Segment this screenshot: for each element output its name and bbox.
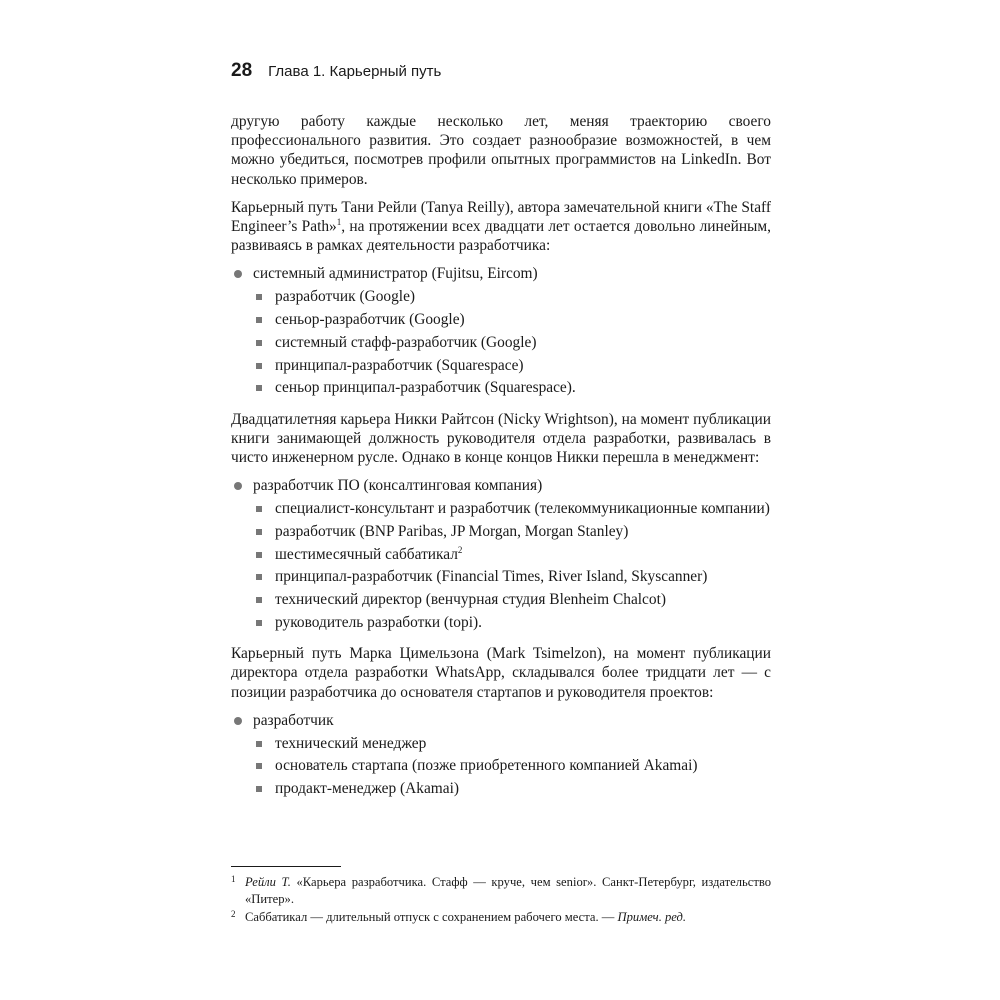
list-item-text: системный стафф-разработчик (Google) xyxy=(275,333,537,351)
list-item xyxy=(231,310,771,329)
list-item xyxy=(231,499,771,518)
footnote-text: Саббатикал — длительный отпуск с сохранением рабочего места. — xyxy=(245,910,618,925)
footnote-ref-2: 2 xyxy=(457,544,463,555)
bullet-square-icon xyxy=(256,294,262,300)
bullet-square-icon xyxy=(256,574,262,580)
list-item xyxy=(231,590,771,609)
list-item xyxy=(231,356,771,375)
bullet-square-icon xyxy=(256,552,262,558)
footnote-ref-1: 1 xyxy=(336,216,342,227)
footnote-number: 1 xyxy=(231,874,236,884)
list-item-text: принципал-разработчик (Squarespace) xyxy=(275,356,524,374)
list-item-text: разработчик (BNP Paribas, JP Morgan, Morgan Stanley) xyxy=(275,522,629,540)
list-item xyxy=(231,756,771,775)
paragraph-reilly-text: Карьерный путь Тани Рейли (Tanya Reilly), автора замечательной книги «The Staff Engineer’s Path» xyxy=(231,198,771,236)
footnote-1 xyxy=(231,874,771,907)
list-item xyxy=(231,779,771,798)
list-item-text: разработчик ПО (консалтинговая компания) xyxy=(253,477,543,495)
list-item-text: сеньор принципал-разработчик (Squarespace). xyxy=(275,379,576,397)
footnote-author: Рейли Т. xyxy=(245,875,291,889)
list-item xyxy=(231,711,771,730)
list-item xyxy=(231,567,771,586)
bullet-square-icon xyxy=(256,786,262,792)
list-item xyxy=(231,378,771,397)
page-body xyxy=(231,112,771,810)
bullet-dot-icon xyxy=(234,270,242,278)
bullet-dot-icon xyxy=(234,717,242,725)
bullet-square-icon xyxy=(256,529,262,535)
list-item-text: сеньор-разработчик (Google) xyxy=(275,311,465,329)
list-item-text: продакт-менеджер (Akamai) xyxy=(275,780,460,798)
list-item-text: разработчик (Google) xyxy=(275,288,416,306)
footnotes xyxy=(231,866,771,928)
page-number: 28 xyxy=(231,60,253,81)
list-item-text: принципал-разработчик (Financial Times, River Island, Skyscanner) xyxy=(275,568,708,586)
bullet-square-icon xyxy=(256,741,262,747)
career-list-wrightson xyxy=(231,476,771,632)
footnote-number: 2 xyxy=(231,909,236,920)
list-item xyxy=(231,613,771,632)
paragraph-tsimelzon: Карьерный путь Марка Цимельзона (Mark Tsimelzon), на момент публикации директора отдела разработки WhatsApp, складывался более тридцати лет — с позиции разработчика до основателя стартапов и руководителя проектов: xyxy=(231,645,771,701)
list-item-text: технический директор (венчурная студия Blenheim Chalcot) xyxy=(275,591,666,609)
list-item-text: руководитель разработки (topi). xyxy=(275,614,482,631)
list-item xyxy=(231,264,771,283)
paragraph-reilly xyxy=(231,198,771,256)
career-list-reilly xyxy=(231,264,771,397)
bullet-square-icon xyxy=(256,317,262,323)
footnote-divider xyxy=(231,866,341,867)
list-item xyxy=(231,476,771,495)
paragraph-intro: другую работу каждые несколько лет, меняя траекторию своего профессионального развития. Это создает разнообразие возможностей, в чем можно убедиться, посмотрев профили опытных программистов на LinkedIn. Вот несколько примеров. xyxy=(231,113,771,188)
bullet-square-icon xyxy=(256,506,262,512)
footnote-editor-note: Примеч. ред. xyxy=(617,910,687,925)
footnote-text: «Карьера разработчика. Стафф — круче, чем senior». Санкт-Петербург, издательство «Питер». xyxy=(245,875,771,906)
list-item-text: основатель стартапа (позже приобретенного компанией Akamai) xyxy=(275,757,698,775)
list-item xyxy=(231,522,771,541)
bullet-square-icon xyxy=(256,597,262,603)
bullet-square-icon xyxy=(256,385,262,391)
list-item-text: разработчик xyxy=(253,711,334,729)
list-item xyxy=(231,287,771,306)
list-item xyxy=(231,734,771,753)
list-item-text: шестимесячный саббатикал xyxy=(275,545,458,563)
bullet-dot-icon xyxy=(234,482,242,490)
career-list-tsimelzon xyxy=(231,711,771,799)
paragraph-reilly-text-end: , на протяжении всех двадцати лет остается довольно линейным, развиваясь в рамках деятельности разработчика: xyxy=(231,218,771,255)
bullet-square-icon xyxy=(256,340,262,346)
list-item xyxy=(231,545,771,564)
bullet-square-icon xyxy=(256,620,262,626)
list-item-text: системный администратор (Fujitsu, Eircom) xyxy=(253,265,538,283)
bullet-square-icon xyxy=(256,763,262,769)
list-item xyxy=(231,333,771,352)
paragraph-wrightson: Двадцатилетняя карьера Никки Райтсон (Nicky Wrightson), на момент публикации книги занимающей должность руководителя отдела разработки, развивалась в чисто инженерном русле. Однако в конце концов Никки перешла в менеджмент: xyxy=(231,410,771,467)
list-item-text: технический менеджер xyxy=(275,734,427,752)
bullet-square-icon xyxy=(256,363,262,369)
chapter-title: Глава 1. Карьерный путь xyxy=(268,63,442,80)
footnote-2 xyxy=(231,909,771,926)
list-item-text: специалист-консультант и разработчик (телекоммуникационные компании) xyxy=(275,500,770,518)
running-header xyxy=(231,60,441,82)
